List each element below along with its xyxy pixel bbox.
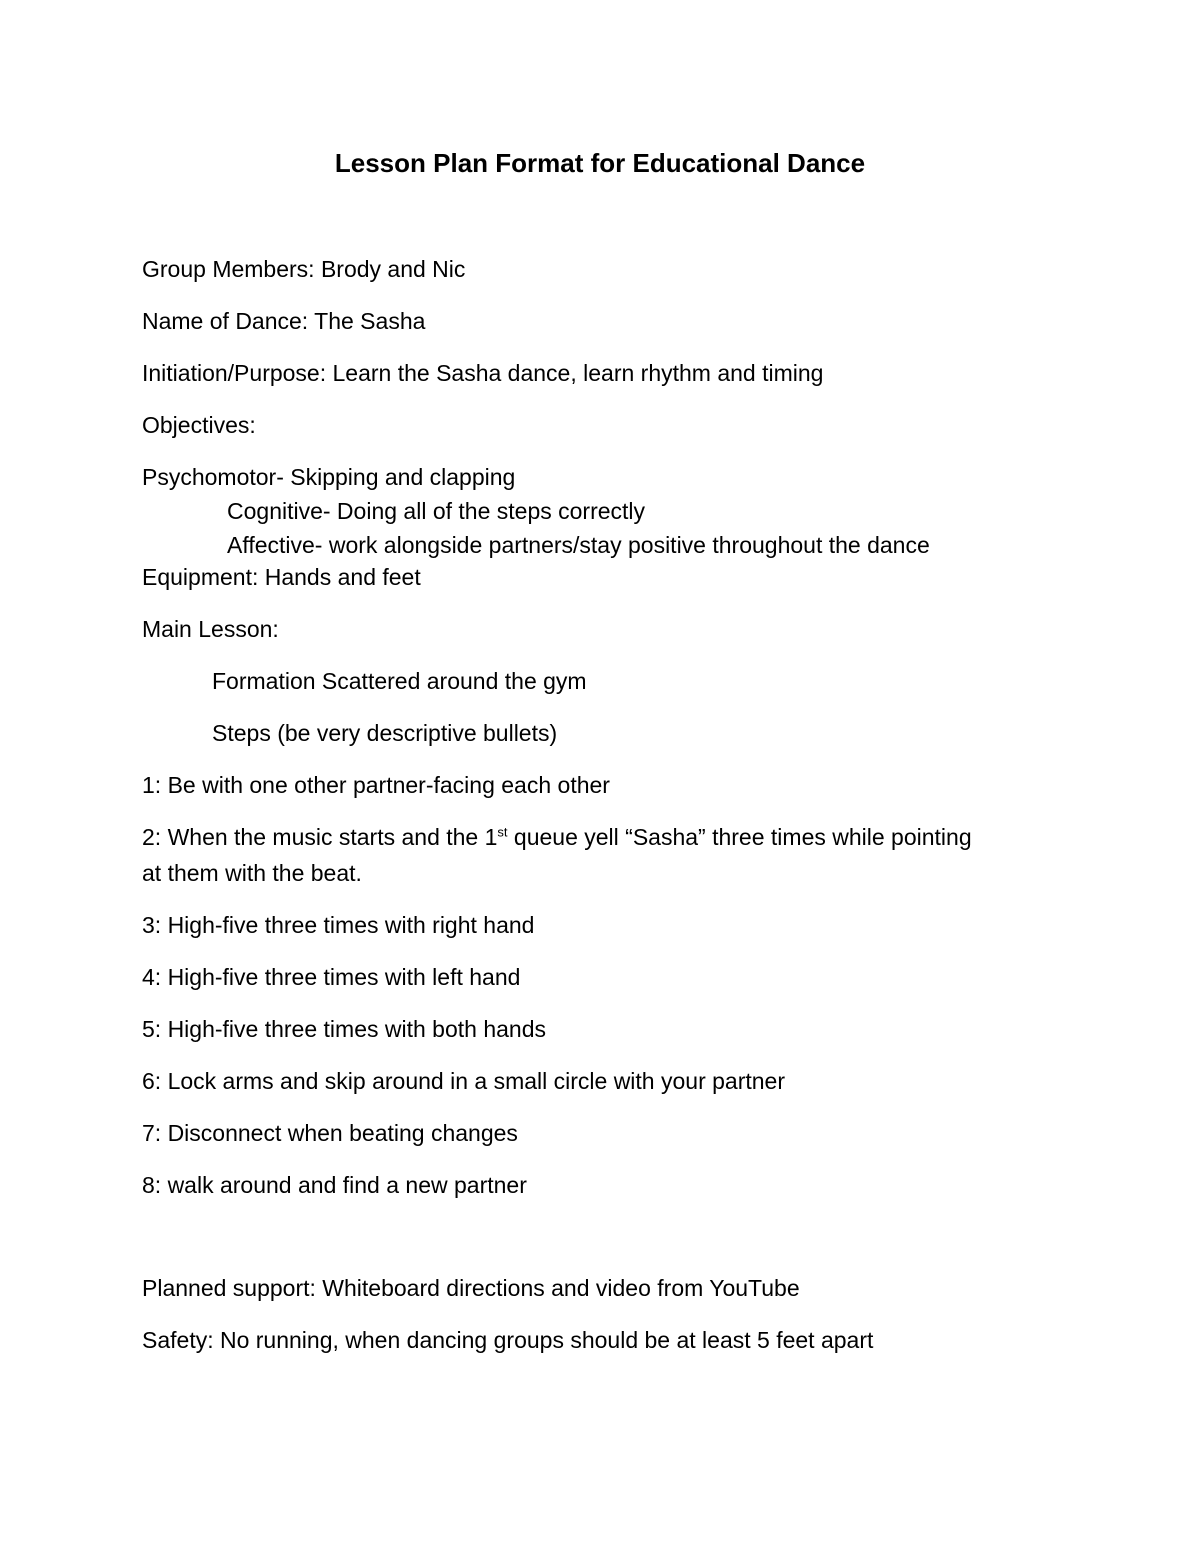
objective-affective: Affective- work alongside partners/stay positive throughout the dance <box>227 532 930 558</box>
initiation-purpose: Initiation/Purpose: Learn the Sasha dance, learn rhythm and timing <box>142 360 824 386</box>
step-1: 1: Be with one other partner-facing each other <box>142 772 610 798</box>
step-2-ordinal-superscript: st <box>497 824 508 840</box>
step-2-text-start: 2: When the music starts and the 1 <box>142 824 498 850</box>
page-title: Lesson Plan Format for Educational Dance <box>334 148 866 178</box>
equipment: Equipment: Hands and feet <box>142 564 421 590</box>
formation: Formation Scattered around the gym <box>212 668 587 694</box>
step-2-continuation: at them with the beat. <box>142 860 362 886</box>
objective-cognitive: Cognitive- Doing all of the steps correctly <box>227 498 646 524</box>
objective-psychomotor: Psychomotor- Skipping and clapping <box>142 464 516 490</box>
step-2 <box>142 822 972 852</box>
step-8: 8: walk around and find a new partner <box>142 1172 527 1198</box>
name-of-dance: Name of Dance: The Sasha <box>142 308 426 334</box>
group-members: Group Members: Brody and Nic <box>142 256 466 282</box>
step-6: 6: Lock arms and skip around in a small circle with your partner <box>142 1068 786 1094</box>
safety: Safety: No running, when dancing groups should be at least 5 feet apart <box>142 1327 874 1353</box>
step-7: 7: Disconnect when beating changes <box>142 1120 518 1146</box>
step-4: 4: High-five three times with left hand <box>142 964 521 990</box>
objectives-heading: Objectives: <box>142 412 256 438</box>
step-2-text-end: queue yell “Sasha” three times while pointing <box>507 824 972 850</box>
step-5: 5: High-five three times with both hands <box>142 1016 546 1042</box>
main-lesson-heading: Main Lesson: <box>142 616 279 642</box>
planned-support: Planned support: Whiteboard directions and video from YouTube <box>142 1275 800 1301</box>
steps-heading: Steps (be very descriptive bullets) <box>212 720 558 746</box>
step-3: 3: High-five three times with right hand <box>142 912 535 938</box>
